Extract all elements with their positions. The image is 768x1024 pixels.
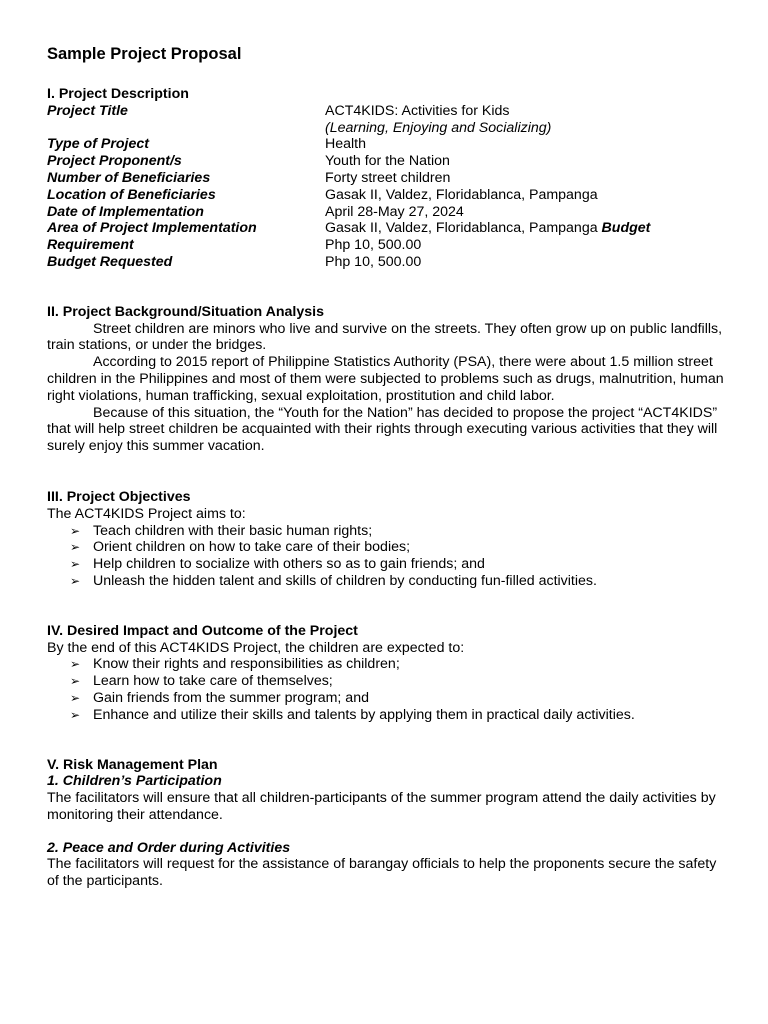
subsection-text: The facilitators will request for the assistance of barangay officials to help the proponents secure the safety of the participants. [47,856,717,890]
arrow-bullet-icon: ➢ [70,707,81,722]
section-heading-background: II. Project Background/Situation Analysis [47,303,324,320]
arrow-bullet-icon: ➢ [70,557,81,572]
arrow-bullet-icon: ➢ [70,690,81,705]
background-paragraph: Street children are minors who live and survive on the streets. They often grow up on public landfills, train stations, or under the bridges. [47,320,723,354]
arrow-bullet-icon: ➢ [70,657,81,672]
section-heading-impact: IV. Desired Impact and Outcome of the Project [47,622,358,639]
section-heading-risk-management: V. Risk Management Plan [47,756,218,773]
field-value: April 28-May 27, 2024 [325,203,464,220]
document-title: Sample Project Proposal [47,45,242,63]
section-spacer [47,724,728,757]
field-row-budget-requested [47,254,728,271]
field-label: Date of Implementation [47,203,204,220]
list-item [70,673,728,690]
list-item-text: Know their rights and responsibilities as children; [93,656,400,673]
list-item [70,656,728,673]
list-item-text: Learn how to take care of themselves; [93,673,333,690]
field-value: Youth for the Nation [325,153,450,170]
field-row-number-of-beneficiaries [47,170,728,187]
field-value-inline-label: Budget [601,220,651,237]
arrow-bullet-icon: ➢ [70,523,81,538]
field-value: Php 10, 500.00 [325,237,422,254]
field-value: Gasak II, Valdez, Floridablanca, Pampanga [325,186,598,203]
objectives-intro: The ACT4KIDS Project aims to: [47,505,246,522]
arrow-bullet-icon: ➢ [70,540,81,555]
list-item [70,573,728,590]
list-item [70,539,728,556]
impact-list [47,656,728,723]
list-item [70,556,728,573]
arrow-bullet-icon: ➢ [70,674,81,689]
field-value: Php 10, 500.00 [325,253,422,270]
impact-intro: By the end of this ACT4KIDS Project, the children are expected to: [47,639,465,656]
field-label: Project Proponent/s [47,153,182,170]
field-row-date-of-implementation [47,204,728,221]
objectives-list [47,523,728,590]
section-heading-objectives: III. Project Objectives [47,488,191,505]
field-label: Budget Requested [47,253,173,270]
subsection-spacer [47,824,728,840]
field-row-project-title [47,103,728,137]
background-paragraph: According to 2015 report of Philippine Statistics Authority (PSA), there were about 1.5 million street children in the Philippines and most of them were subjected to problems such as drugs, malnutrition, human right violations, human trafficking, sexual exploitation, prostitution and child labor. [47,354,724,404]
list-item [70,690,728,707]
list-item-text: Unleash the hidden talent and skills of children by conducting fun-filled activities. [93,572,597,589]
field-value [325,103,728,137]
list-item [70,523,728,540]
field-value-text: ACT4KIDS: Activities for Kids [325,102,510,119]
list-item-text: Teach children with their basic human rights; [93,522,373,539]
list-item-text: Orient children on how to take care of their bodies; [93,539,411,556]
arrow-bullet-icon: ➢ [70,573,81,588]
list-item [70,707,728,724]
section-heading-project-description: I. Project Description [47,86,189,102]
field-label: Area of Project Implementation [47,220,257,237]
subsection-text: The facilitators will ensure that all children-participants of the summer program attend the daily activities by monitoring their attendance. [47,790,716,823]
field-label: Requirement [47,237,134,254]
field-value: Health [325,136,367,153]
field-row-area-of-implementation [47,220,728,237]
project-description-fields [47,103,728,271]
field-value: Forty street children [325,169,451,186]
background-paragraph: Because of this situation, the “Youth for the Nation” has decided to propose the project “ACT4KIDS” that will help street children be acquainted with their rights through executing various activities that they will surely enjoy this summer vacation. [47,404,718,455]
field-label: Type of Project [47,136,149,153]
field-value-subtitle: (Learning, Enjoying and Socializing) [325,119,552,136]
field-row-requirement [47,237,728,254]
field-label: Number of Beneficiaries [47,169,211,186]
field-label: Project Title [47,102,128,119]
field-row-project-proponent [47,153,728,170]
field-row-type-of-project [47,136,728,153]
field-label: Location of Beneficiaries [47,186,216,203]
list-item-text: Enhance and utilize their skills and talents by applying them in practical daily activities. [93,706,635,723]
field-row-location-of-beneficiaries [47,187,728,204]
field-value [325,220,728,237]
list-item-text: Help children to socialize with others so as to gain friends; and [93,556,485,573]
section-spacer [47,590,728,623]
field-value-text: Gasak II, Valdez, Floridablanca, Pampanga [325,220,602,237]
subsection-title: 2. Peace and Order during Activities [47,839,291,856]
section-spacer [47,455,728,489]
list-item-text: Gain friends from the summer program; and [93,689,369,706]
section-spacer [47,271,728,304]
subsection-title: 1. Children’s Participation [47,773,222,790]
